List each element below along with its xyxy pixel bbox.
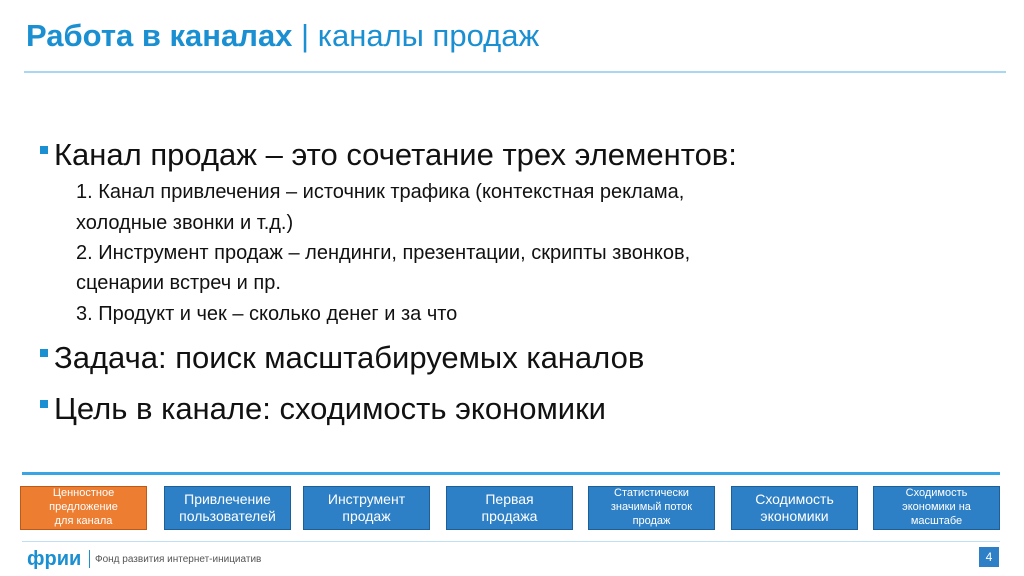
bullet-text-2: Задача: поиск масштабируемых каналов [54,340,645,375]
page-number: 4 [979,547,999,567]
sub-line-1: 1. Канал привлечения – источник трафика (контекстная реклама, [76,181,685,203]
bullet-item-2 [40,340,644,376]
frii-logo: фрии [27,548,82,570]
title-separator: | [301,18,310,53]
sub-line-5: 3. Продукт и чек – сколько денег и за что [76,303,458,325]
title-bold: Работа в каналах [26,18,293,53]
flow-timeline-line [22,472,1000,475]
bullet-item-3 [40,391,606,427]
slide-title [26,18,539,54]
title-subtitle: каналы продаж [317,18,540,53]
bullet-marker-icon [40,146,48,154]
flow-step-sales-tool: Инструмент продаж [303,486,430,530]
bullet-text-1: Канал продаж – это сочетание трех элементов: [54,137,737,172]
footer-org-name: Фонд развития интернет-инициатив [95,554,262,565]
flow-step-unit-economics: Сходимость экономики [731,486,858,530]
sub-line-2: холодные звонки и т.д.) [76,212,294,234]
flow-step-economics-at-scale: Сходимость экономики на масштабе [873,486,1000,530]
bullet-text-3: Цель в канале: сходимость экономики [54,391,606,426]
flow-step-first-sale: Первая продажа [446,486,573,530]
title-divider [24,71,1006,73]
sub-line-4: сценарии встреч и пр. [76,272,281,294]
flow-step-user-acquisition: Привлечение пользователей [164,486,291,530]
bullet-item-1 [40,137,737,173]
bullet-marker-icon [40,400,48,408]
flow-step-value-proposition: Ценностное предложение для канала [20,486,147,530]
sub-line-3: 2. Инструмент продаж – лендинги, презентации, скрипты звонков, [76,242,691,264]
footer-divider [22,541,1000,542]
flow-step-significant-flow: Статистически значимый поток продаж [588,486,715,530]
logo-separator [89,550,90,568]
bullet-marker-icon [40,349,48,357]
